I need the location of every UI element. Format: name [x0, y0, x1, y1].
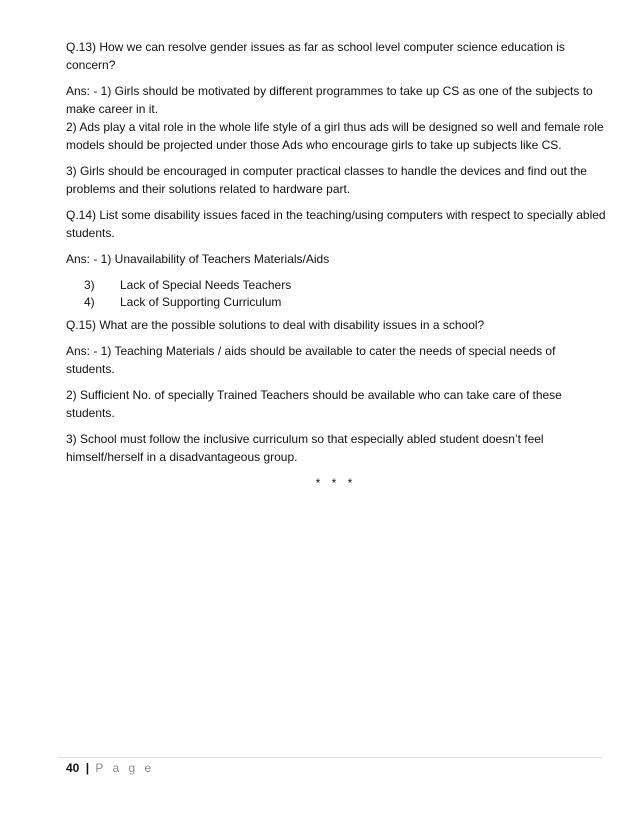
page-label: P a g e: [95, 761, 155, 775]
q13-answer-3: 3) Girls should be encouraged in computer practical classes to handle the devices and find out the problems and their solutions related to hardware part.: [66, 164, 587, 196]
q15-answer-2: 2) Sufficient No. of specially Trained Teachers should be available who can take care of these students.: [66, 388, 562, 420]
list-item-text: Lack of Supporting Curriculum: [120, 295, 282, 309]
list-item-number: 4): [84, 295, 95, 309]
footer-divider: [58, 757, 602, 758]
q13-answer-2: 2) Ads play a vital role in the whole life style of a girl thus ads will be designed so well and female role models should be projected under those Ads who encourage girls to take up subjects like CS.: [66, 120, 604, 152]
list-item-number: 3): [84, 278, 95, 292]
list-item: [66, 293, 606, 310]
section-separator: * * *: [315, 476, 357, 490]
footer-separator: |: [85, 761, 90, 775]
q14-answer-1: Ans: - 1) Unavailability of Teachers Materials/Aids: [66, 252, 330, 266]
q15-answer-3: 3) School must follow the inclusive curriculum so that especially abled student doesn’t feel himself/herself in a disadvantageous group.: [66, 432, 544, 464]
page-content: [66, 38, 606, 492]
q14-answer-list: [66, 276, 606, 310]
page-number: 40: [66, 761, 80, 775]
list-item: [66, 276, 606, 293]
question-13: Q.13) How we can resolve gender issues as far as school level computer science education is concern?: [66, 40, 565, 72]
page-footer: [66, 761, 154, 775]
list-item-text: Lack of Special Needs Teachers: [120, 278, 292, 292]
question-14: Q.14) List some disability issues faced in the teaching/using computers with respect to specially abled students.: [66, 208, 606, 240]
question-15: Q.15) What are the possible solutions to deal with disability issues in a school?: [66, 318, 485, 332]
q15-answer-1: Ans: - 1) Teaching Materials / aids should be available to cater the needs of special needs of students.: [66, 344, 556, 376]
q13-answer-1: Ans: - 1) Girls should be motivated by different programmes to take up CS as one of the subjects to make career in it.: [66, 84, 593, 116]
